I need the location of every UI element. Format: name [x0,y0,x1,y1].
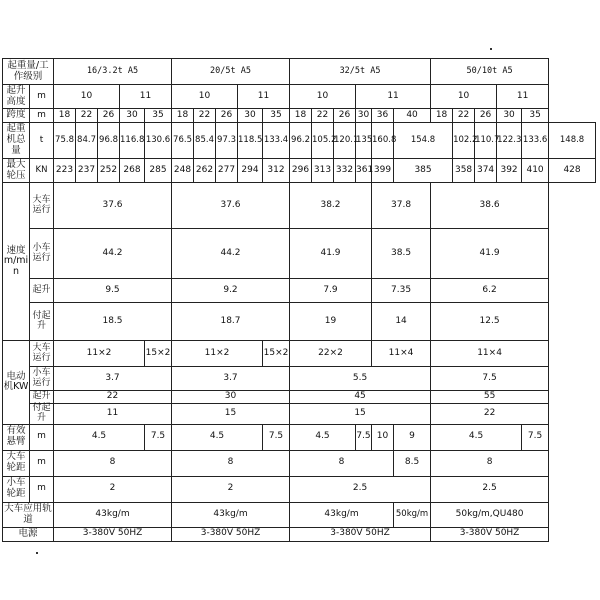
table-cell: 30 [497,109,522,123]
table-cell: 8 [172,450,290,476]
table-cell: 11 [120,85,172,109]
table-cell: 38.5 [372,229,431,279]
table-cell: 120.1 [334,123,356,159]
table-cell: 4.5 [431,424,522,450]
table-cell: 130.6 [145,123,172,159]
table-cell: 223 [54,159,76,183]
table-cell: 37.6 [172,183,290,229]
row-label: 电源 [3,527,54,541]
table-cell: 35 [145,109,172,123]
table-cell: 2 [172,476,290,502]
table-cell: 3-380V 50HZ [54,527,172,541]
table-cell: 385 [394,159,453,183]
table-cell: 118.5 [238,123,263,159]
table-cell: 358 [453,159,475,183]
row-unit: m [30,109,54,123]
table-cell: 410 [522,159,549,183]
capacity-group: 32/5t A5 [290,59,431,85]
table-cell: 43kg/m [172,502,290,527]
table-cell: 40 [394,109,431,123]
table-cell: 37.6 [54,183,172,229]
crane-spec-table [2,58,596,542]
boom-row [3,424,596,450]
table-cell: 135 [356,123,372,159]
table-cell: 22 [54,391,172,404]
row-unit: m [30,476,54,502]
scan-dot [36,552,38,554]
table-cell: 19 [290,303,372,341]
table-cell: 7.5 [263,424,290,450]
table-cell: 4.5 [290,424,356,450]
table-cell: 285 [145,159,172,183]
motor-row [3,404,596,425]
table-cell: 18.5 [54,303,172,341]
table-cell: 11 [238,85,290,109]
row-unit: m [30,424,54,450]
table-cell: 76.5 [172,123,194,159]
row-unit: m [30,450,54,476]
table-cell: 9 [394,424,431,450]
table-cell: 262 [194,159,216,183]
table-cell: 9.5 [54,279,172,303]
table-cell: 7.5 [356,424,372,450]
speed-row [3,183,596,229]
row-sublabel: 付起升 [30,404,54,425]
table-cell: 392 [497,159,522,183]
table-cell: 26 [475,109,497,123]
table-cell: 11×4 [372,341,431,367]
table-cell: 7.5 [431,367,549,391]
table-cell: 122.3 [497,123,522,159]
table-cell: 2.5 [290,476,431,502]
row-sublabel: 付起升 [30,303,54,341]
trolley-wheelbase-row [3,476,596,502]
motor-row [3,341,596,367]
table-cell: 11 [356,85,431,109]
table-cell: 11 [54,404,172,425]
table-cell: 30 [238,109,263,123]
row-label: 大车轮距 [3,450,30,476]
table-cell: 160.8 [372,123,394,159]
motor-row [3,367,596,391]
table-cell: 43kg/m [290,502,394,527]
table-cell: 133.4 [263,123,290,159]
table-cell: 50kg/m,QU480 [431,502,549,527]
table-cell: 45 [290,391,431,404]
table-cell: 11×4 [431,341,549,367]
table-cell: 43kg/m [54,502,172,527]
table-cell: 8.5 [394,450,431,476]
table-cell: 3-380V 50HZ [431,527,549,541]
row-sublabel: 大车运行 [30,183,54,229]
table-cell: 10 [431,85,497,109]
crane-weight-row [3,123,596,159]
table-cell: 37.8 [372,183,431,229]
row-unit: m [30,85,54,109]
wheel-load-row [3,159,596,183]
speed-row [3,279,596,303]
table-cell: 399 [372,159,394,183]
table-cell: 15 [172,404,290,425]
table-cell: 84.7 [76,123,98,159]
table-cell: 148.8 [549,123,596,159]
motor-label: 电动机KW [3,341,30,425]
table-cell: 41.9 [431,229,549,279]
table-cell: 41.9 [290,229,372,279]
table-cell: 7.5 [522,424,549,450]
table-cell: 15 [290,404,431,425]
table-cell: 18 [290,109,312,123]
table-cell: 22×2 [290,341,372,367]
table-cell: 26 [98,109,120,123]
header-row [3,59,596,85]
table-cell: 237 [76,159,98,183]
row-label: 有效悬臂 [3,424,30,450]
span-row [3,109,596,123]
table-cell: 8 [290,450,394,476]
table-cell: 26 [216,109,238,123]
capacity-header: 起重量/工作级别 [3,59,54,85]
table-cell: 3.7 [172,367,290,391]
table-cell: 133.6 [522,123,549,159]
scan-dot [490,48,492,50]
table-cell: 26 [334,109,356,123]
table-cell: 268 [120,159,145,183]
table-cell: 312 [263,159,290,183]
table-cell: 2 [54,476,172,502]
table-cell: 102.2 [453,123,475,159]
table-cell: 11×2 [172,341,263,367]
row-sublabel: 起升 [30,279,54,303]
table-cell: 110.7 [475,123,497,159]
table-cell: 22 [312,109,334,123]
table-cell: 10 [372,424,394,450]
table-cell: 3-380V 50HZ [290,527,431,541]
table-cell: 96.2 [290,123,312,159]
table-cell: 3.7 [54,367,172,391]
table-cell: 22 [76,109,98,123]
table-cell: 44.2 [54,229,172,279]
table-cell: 50kg/m [394,502,431,527]
row-sublabel: 小车运行 [30,367,54,391]
table-cell: 374 [475,159,497,183]
crane-wheelbase-row [3,450,596,476]
table-cell: 4.5 [172,424,263,450]
table-cell: 277 [216,159,238,183]
table-cell: 15×2 [263,341,290,367]
row-label: 最大轮压 [3,159,30,183]
table-cell: 294 [238,159,263,183]
table-cell: 105.2 [312,123,334,159]
row-sublabel: 小车运行 [30,229,54,279]
table-cell: 35 [522,109,549,123]
table-cell: 154.8 [394,123,453,159]
table-cell: 10 [172,85,238,109]
table-cell: 7.5 [145,424,172,450]
row-label: 起重机总量 [3,123,30,159]
row-label: 起升高度 [3,85,30,109]
table-cell: 4.5 [54,424,145,450]
table-cell: 22 [453,109,475,123]
table-cell: 14 [372,303,431,341]
power-row [3,527,596,541]
row-sublabel: 起升 [30,391,54,404]
table-cell: 313 [312,159,334,183]
table-cell: 361 [356,159,372,183]
table-cell: 22 [194,109,216,123]
table-cell: 85.4 [194,123,216,159]
table-cell: 30 [172,391,290,404]
table-cell: 116.8 [120,123,145,159]
row-unit: t [30,123,54,159]
table-cell: 38.6 [431,183,549,229]
capacity-group: 16/3.2t A5 [54,59,172,85]
table-cell: 97.3 [216,123,238,159]
table-cell: 11×2 [54,341,145,367]
table-cell: 7.35 [372,279,431,303]
table-cell: 30 [356,109,372,123]
speed-row [3,229,596,279]
row-label: 跨度 [3,109,30,123]
table-cell: 8 [54,450,172,476]
speed-row [3,303,596,341]
motor-row [3,391,596,404]
table-cell: 22 [431,404,549,425]
table-cell: 428 [549,159,596,183]
table-cell: 44.2 [172,229,290,279]
table-cell: 12.5 [431,303,549,341]
table-cell: 11 [497,85,549,109]
table-cell: 8 [431,450,549,476]
rail-row [3,502,596,527]
table-cell: 10 [290,85,356,109]
table-cell: 332 [334,159,356,183]
table-cell: 18 [54,109,76,123]
table-cell: 15×2 [145,341,172,367]
table-cell: 18 [431,109,453,123]
row-unit: KN [30,159,54,183]
row-label: 大车应用轨道 [3,502,54,527]
speed-label: 速度 m/min [3,183,30,341]
table-cell: 18 [172,109,194,123]
table-cell: 9.2 [172,279,290,303]
table-cell: 75.8 [54,123,76,159]
table-cell: 96.8 [98,123,120,159]
table-cell: 248 [172,159,194,183]
row-sublabel: 大车运行 [30,341,54,367]
table-cell: 55 [431,391,549,404]
capacity-group: 50/10t A5 [431,59,549,85]
row-label: 小车轮距 [3,476,30,502]
table-cell: 30 [120,109,145,123]
table-cell: 10 [54,85,120,109]
capacity-group: 20/5t A5 [172,59,290,85]
lift-height-row [3,85,596,109]
table-cell: 18.7 [172,303,290,341]
table-cell: 252 [98,159,120,183]
table-cell: 36 [372,109,394,123]
table-cell: 6.2 [431,279,549,303]
table-cell: 2.5 [431,476,549,502]
table-cell: 7.9 [290,279,372,303]
table-cell: 3-380V 50HZ [172,527,290,541]
table-cell: 38.2 [290,183,372,229]
table-cell: 296 [290,159,312,183]
table-cell: 5.5 [290,367,431,391]
table-cell: 35 [263,109,290,123]
